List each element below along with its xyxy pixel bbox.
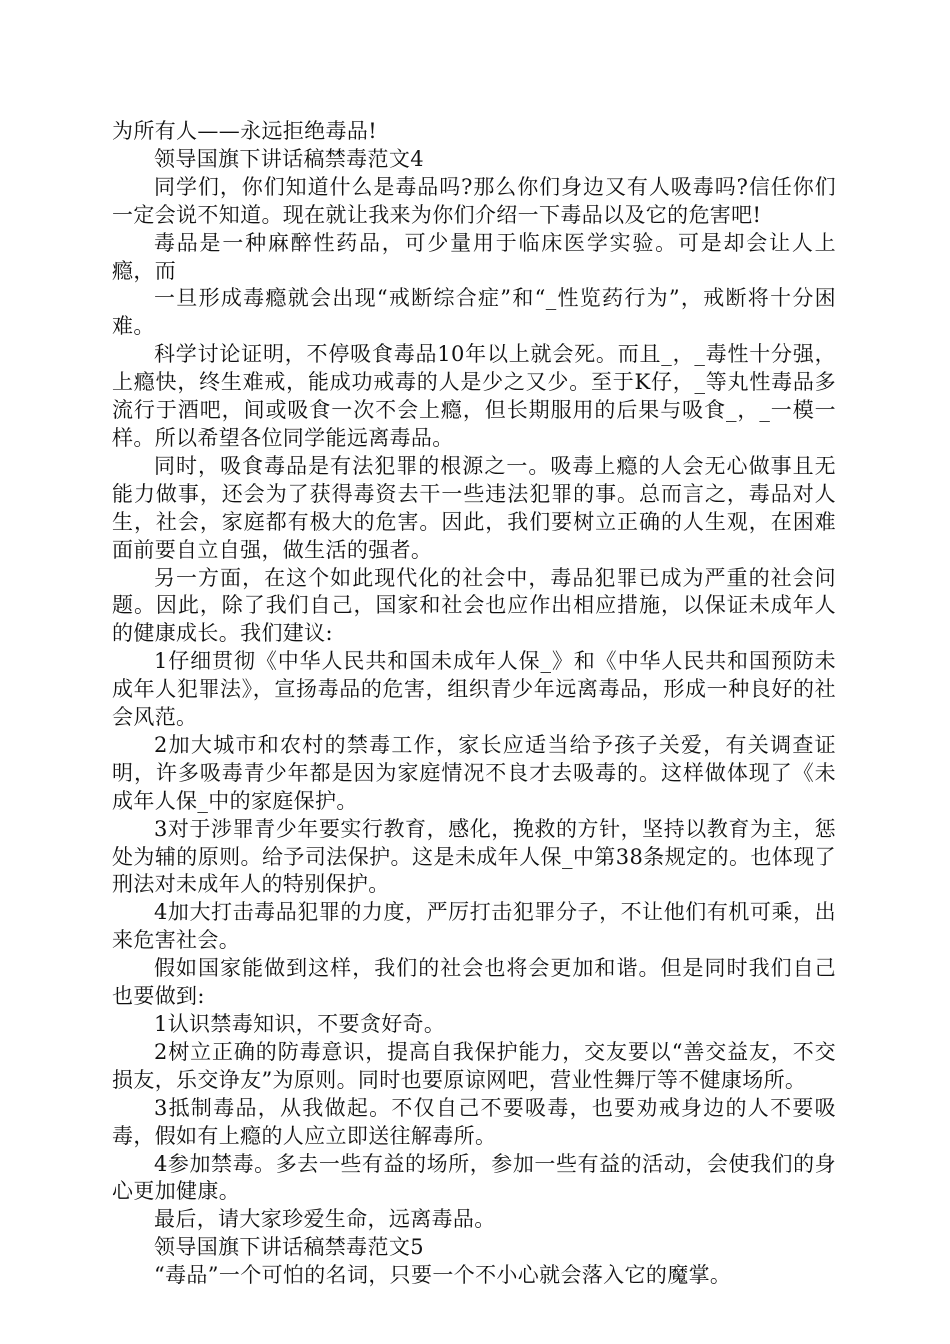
paragraph: 假如国家能做到这样，我们的社会也将会更加和谐。但是同时我们自己也要做到: <box>112 956 836 1009</box>
paragraph: 同学们，你们知道什么是毒品吗?那么你们身边又有人吸毒吗?信任你们一定会说不知道。现在就让我来为你们介绍一下毒品以及它的危害吧! <box>112 174 836 227</box>
paragraph: “毒品”一个可怕的名词，只要一个不小心就会落入它的魔掌。 <box>154 1263 732 1288</box>
document-page <box>112 118 836 1290</box>
list-item-paragraph: 2加大城市和农村的禁毒工作，家长应适当给予孩子关爱，有关调查证明，许多吸毒青少年都是因为家庭情况不良才去吸毒的。这样做体现了《未成年人保_中的家庭保护。 <box>112 732 836 813</box>
list-item-paragraph: 4参加禁毒。多去一些有益的场所，参加一些有益的活动，会使我们的身心更加健康。 <box>112 1151 836 1204</box>
paragraph: 科学讨论证明，不停吸食毒品10年以上就会死。而且_，_毒性十分强，上瘾快，终生难戒，能成功戒毒的人是少之又少。至于K仔，_等丸性毒品多流行于酒吧，间或吸食一次不会上瘾，但长期服用的后果与吸食_，_一模一样。所以希望各位同学能远离毒品。 <box>112 342 836 450</box>
section-heading: 领导国旗下讲话稿禁毒范文4 <box>154 146 424 171</box>
paragraph: 毒品是一种麻醉性药品，可少量用于临床医学实验。可是却会让人上瘾，而 <box>112 230 836 283</box>
paragraph: 最后，请大家珍爱生命，远离毒品。 <box>154 1207 496 1232</box>
paragraph: 同时，吸食毒品是有法犯罪的根源之一。吸毒上瘾的人会无心做事且无能力做事，还会为了获得毒资去干一些违法犯罪的事。总而言之，毒品对人生，社会，家庭都有极大的危害。因此，我们要树立正确的人生观，在困难面前要自立自强，做生活的强者。 <box>112 453 836 562</box>
list-item-paragraph: 3抵制毒品，从我做起。不仅自己不要吸毒，也要劝戒身边的人不要吸毒，假如有上瘾的人应立即送往解毒所。 <box>112 1095 836 1148</box>
list-item-paragraph: 1认识禁毒知识，不要贪好奇。 <box>154 1012 446 1036</box>
paragraph: 另一方面，在这个如此现代化的社会中，毒品犯罪已成为严重的社会问题。因此，除了我们自己，国家和社会也应作出相应措施，以保证未成年人的健康成长。我们建议: <box>112 565 836 646</box>
paragraph: 一旦形成毒瘾就会出现“戒断综合症”和“_性览药行为”，戒断将十分困难。 <box>112 286 836 339</box>
list-item-paragraph: 2树立正确的防毒意识，提高自我保护能力，交友要以“善交益友，不交损友，乐交诤友”为原则。同时也要原谅网吧，营业性舞厅等不健康场所。 <box>112 1039 836 1092</box>
list-item-paragraph: 4加大打击毒品犯罪的力度，严厉打击犯罪分子，不让他们有机可乘，出来危害社会。 <box>112 900 836 953</box>
paragraph: 为所有人——永远拒绝毒品! <box>112 119 377 143</box>
list-item-paragraph: 1仔细贯彻《中华人民共和国未成年人保_》和《中华人民共和国预防未成年人犯罪法》，宣扬毒品的危害，组织青少年远离毒品，形成一种良好的社会风范。 <box>112 649 836 730</box>
section-heading: 领导国旗下讲话稿禁毒范文5 <box>154 1235 424 1260</box>
list-item-paragraph: 3对于涉罪青少年要实行教育，感化，挽救的方针，坚持以教育为主，惩处为辅的原则。给予司法保护。这是未成年人保_中第38条规定的。也体现了刑法对未成年人的特别保护。 <box>112 816 836 897</box>
